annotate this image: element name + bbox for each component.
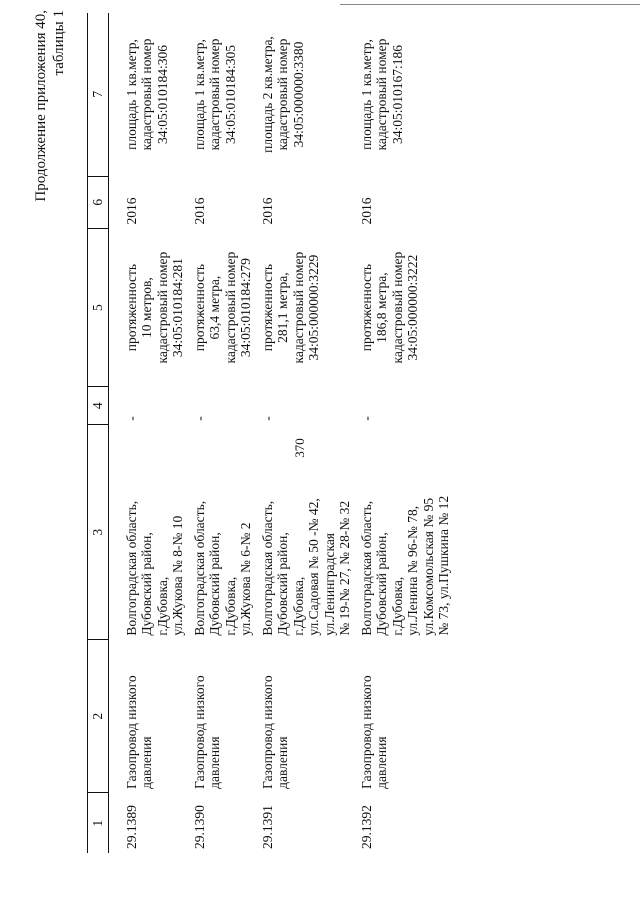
continuation-caption xyxy=(32,10,68,205)
note-line: кадастровый номер xyxy=(207,38,222,151)
description-line: кадастровый номер xyxy=(222,251,238,364)
col4-value: - xyxy=(191,416,207,421)
header-col-6: 6 xyxy=(88,176,109,228)
header-col-2: 2 xyxy=(88,640,109,793)
description-line: 34:05:000000:3229 xyxy=(306,254,321,361)
address-line: г.Дубовка, xyxy=(389,576,405,636)
object-description xyxy=(121,228,189,386)
address-line: ул.Садовая № 50 -№ 42, xyxy=(306,498,321,636)
object-name: Газопровод низкого давления xyxy=(191,675,222,789)
address-line: № 73, ул.Пушкина № 12 xyxy=(436,495,451,636)
table-row xyxy=(189,13,257,853)
note-line: 34:05:010184:306 xyxy=(154,45,170,145)
header-col-3: 3 xyxy=(88,425,109,640)
header-row xyxy=(88,13,109,853)
object-description xyxy=(356,228,455,386)
object-note xyxy=(189,13,257,176)
address-line: Дубовский район, xyxy=(275,532,290,636)
description-line: протяженность xyxy=(358,264,374,352)
object-note xyxy=(257,13,356,176)
object-address xyxy=(121,425,189,640)
description-line: 10 метров, xyxy=(139,277,154,338)
description-line: протяженность xyxy=(259,264,275,352)
page-number: 370 xyxy=(292,438,307,458)
note-line: площадь 1 кв.метр, xyxy=(191,39,207,150)
description-line: 34:05:010184:279 xyxy=(238,258,253,358)
header-col-4: 4 xyxy=(88,387,109,425)
address-line: Дубовский район, xyxy=(374,532,389,636)
header-col-5: 5 xyxy=(88,228,109,386)
object-note xyxy=(121,13,189,176)
description-line: протяженность xyxy=(191,264,207,352)
address-line: Дубовский район, xyxy=(207,532,222,636)
note-line: кадастровый номер xyxy=(275,38,290,151)
object-address xyxy=(189,425,257,640)
address-line: г.Дубовка, xyxy=(222,576,238,636)
address-line: Волгоградская область, xyxy=(123,500,139,636)
address-line: ул.Жукова № 6-№ 2 xyxy=(238,522,253,636)
col4-value: - xyxy=(123,416,139,421)
object-name: Газопровод низкого давления xyxy=(123,675,154,789)
object-name: Газопровод низкого давления xyxy=(259,675,290,789)
header-col-7: 7 xyxy=(88,13,109,176)
object-description xyxy=(257,228,356,386)
table-row xyxy=(121,13,189,853)
address-line: № 19-№ 27, № 28-№ 32 xyxy=(337,500,352,636)
continuation-line-2: таблицы 1 xyxy=(51,10,67,76)
note-line: 34:05:010167:186 xyxy=(389,45,405,145)
object-address xyxy=(257,425,356,640)
address-line: ул.Ленина № 96-№ 78, xyxy=(405,505,420,636)
note-line: кадастровый номер xyxy=(139,38,154,151)
row-number: 29.1391 xyxy=(259,805,275,849)
object-note xyxy=(356,13,455,176)
col4-value: - xyxy=(259,416,275,421)
note-line: площадь 1 кв.метр, xyxy=(358,39,374,150)
description-line: протяженность xyxy=(123,264,139,352)
year: 2016 xyxy=(259,197,275,225)
description-line: кадастровый номер xyxy=(290,251,306,364)
address-line: Волгоградская область, xyxy=(358,500,374,636)
address-line: ул.Ленинградская xyxy=(321,532,337,636)
address-line: г.Дубовка, xyxy=(290,576,306,636)
note-line: площадь 1 кв.метр, xyxy=(123,39,139,150)
description-line: 34:05:010184:281 xyxy=(170,258,185,358)
year: 2016 xyxy=(358,197,374,225)
object-name: Газопровод низкого давления xyxy=(358,675,389,789)
description-line: 63,4 метра, xyxy=(207,275,222,340)
note-line: 34:05:010184:305 xyxy=(222,45,238,145)
address-line: ул.Жукова № 8-№ 10 xyxy=(170,515,185,636)
object-address xyxy=(356,425,455,640)
address-line: ул.Комсомольская № 95 xyxy=(420,497,436,636)
row-number: 29.1390 xyxy=(191,805,207,849)
col4-value: - xyxy=(358,416,374,421)
row-number: 29.1389 xyxy=(123,805,139,849)
note-line: 34:05:000000:3380 xyxy=(290,41,306,148)
object-description xyxy=(189,228,257,386)
address-line: Волгоградская область, xyxy=(259,500,275,636)
table-row xyxy=(257,13,356,853)
address-line: Дубовский район, xyxy=(139,532,154,636)
year: 2016 xyxy=(191,197,207,225)
description-line: 281,1 метра, xyxy=(275,272,290,343)
table-row xyxy=(356,13,455,853)
continuation-line-1: Продолжение приложения 40, xyxy=(33,10,49,202)
address-line: г.Дубовка, xyxy=(154,576,170,636)
row-number: 29.1392 xyxy=(358,805,374,849)
description-line: 186,8 метра, xyxy=(374,272,389,343)
note-line: площадь 2 кв.метра, xyxy=(259,36,275,153)
address-line: Волгоградская область, xyxy=(191,500,207,636)
note-line: кадастровый номер xyxy=(374,38,389,151)
year: 2016 xyxy=(123,197,139,225)
description-line: кадастровый номер xyxy=(389,251,405,364)
description-line: 34:05:000000:3222 xyxy=(405,254,420,361)
header-col-1: 1 xyxy=(88,793,109,853)
description-line: кадастровый номер xyxy=(154,251,170,364)
property-table xyxy=(87,13,455,853)
